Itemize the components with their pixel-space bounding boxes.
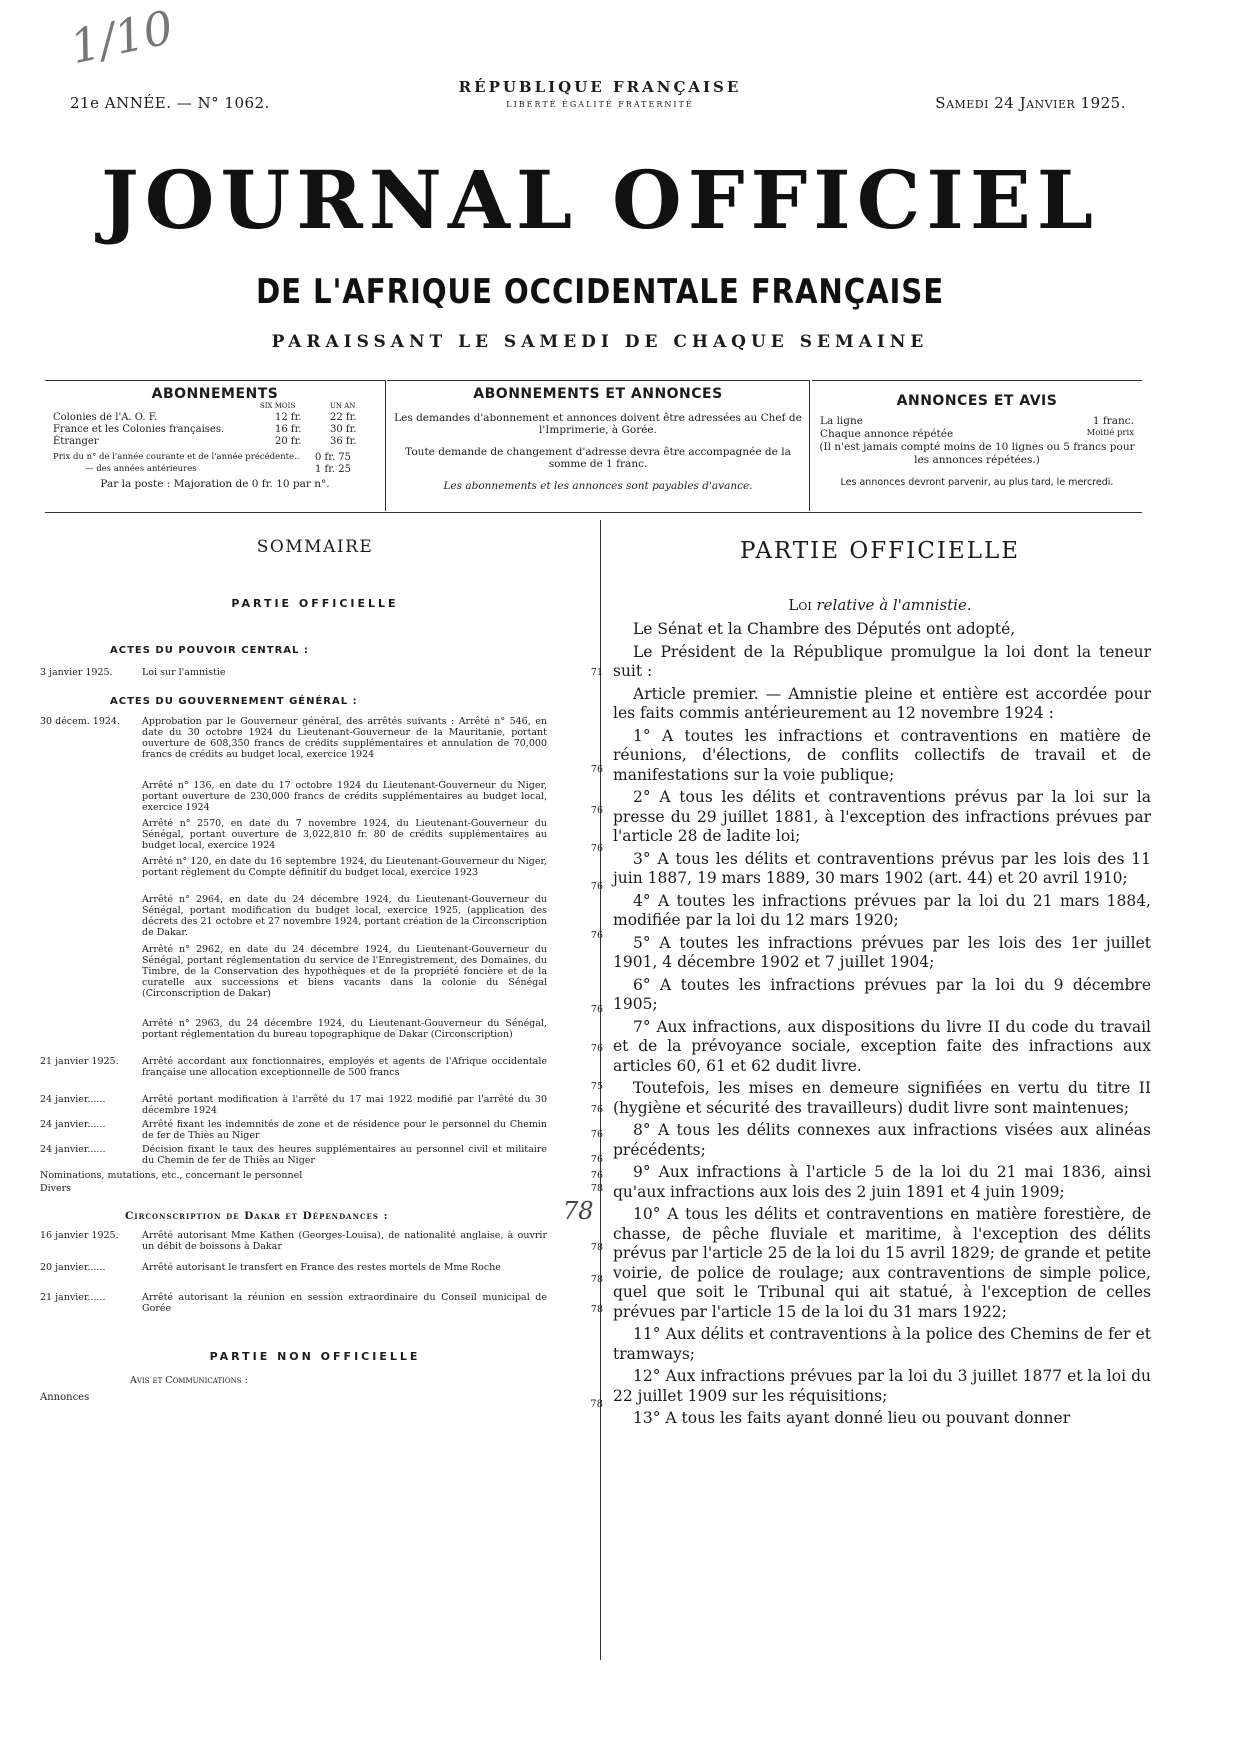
ads-box	[812, 380, 1142, 511]
subs-ads-text2: Toute demande de changement d'adresse devra être accompagnée de la somme de 1 franc.	[405, 446, 791, 470]
ads-deadline: Les annonces devront parvenir, au plus tard, le mercredi.	[840, 477, 1114, 488]
ads-line-label: La ligne	[820, 415, 863, 427]
subscriptions-box	[45, 380, 386, 511]
section-circonscription: Circonscription de Dakar et Dépendances :	[125, 1210, 389, 1222]
ads-repeat-value: Moitié prix	[1086, 428, 1134, 438]
ads-title: ANNONCES ET AVIS	[896, 393, 1058, 409]
law-paragraph: 4° A toutes les infractions prévues par la loi du 21 mars 1884, modifiée par la loi du 12 mars 1920;	[613, 891, 1151, 929]
law-paragraph: 7° Aux infractions, aux dispositions du livre II du code du travail et de la prévoyance sociale, exception faite des infractions aux articles 60, 61 et 62 dudit livre.	[613, 1017, 1151, 1075]
ads-line	[812, 415, 1142, 428]
law-paragraph: 11° Aux délits et contraventions à la police des Chemins de fer et tramways;	[613, 1325, 1151, 1363]
rate-row	[45, 436, 385, 448]
issue-date: Samedi 24 Janvier 1925.	[935, 94, 1126, 112]
rate-year: 22 fr.	[330, 412, 357, 423]
journal-page: 1/10 21e ANNÉE. — N° 1062. RÉPUBLIQUE FRANÇAISE LIBERTÉ ÉGALITÉ FRATERNITÉ Samedi 24 Janvier 1925. JOURNAL OFFICIEL DE L'AFRIQUE OCCIDENTALE FRANÇAISE PARAISSANT LE SAMEDI DE CHAQUE SEMAINE ABONNEMENTS SIX MOIS UN AN Colonies de l'A. O. F. 12 fr. 22 fr. France et les Colonies françaises. 16 fr. 30 fr. Étranger 20 fr. 36 fr. Prix du n° de l'année courante et de l'année précédente.. 0 fr. 75 — des années antérieures 1 fr. 25 Par la poste : Majoration de 0 fr. 10 par n°. ABONNEMENTS ET ANNONCES Les demandes d'abonnement et annonces doivent être adressées au Chef de l'Imprimerie, à Gorée. Toute demande de changement d'adresse devra être accompagnée de la somme de 1 franc. Les abonnements et les annonces sont payables d'avance. ANNONCES ET AVIS La ligne 1 franc. Chaque annonce répétée Moitié prix (Il n'est jamais compté moins de 10 lignes ou 5 francs pour les annonces répétées.) Les annonces devront parvenir, au plus tard, le mercredi. SOMMAIRE PARTIE OFFICIELLE ACTES DU POUVOIR CENTRAL : 3 janvier 1925. Loi sur l'amnistie 71 ACTES DU GOUVERNEMENT GÉNÉRAL : 30 décem. 1924. Approbation par le Gouverneur général, des arrêtés suivants : Arrêté n° 546, en date du 30 octobre 1924 du Lieutenant-Gouverneur de la Mauritanie, portant ouverture de 608,350 francs de crédits supplémentaires et annulation de 70,000 francs de crédits au budget local, exercice 1924 76 Arrêté n° 136, en date du 17 octobre 1924 du Lieutenant-Gouverneur du Niger, portant ouverture de 230,000 francs de crédits supplémentaires au budget local, exercice 1924 76 Arrêté n° 2570, en date du 7 novembre 1924, du Lieutenant-Gouverneur du Sénégal, portant ouverture de 3,022,810 fr. 80 de crédits supplémentaires au budget local, exercice 1924 76 Arrêté n° 120, en date du 16 septembre 1924, du Lieutenant-Gouverneur du Niger, portant règlement du Compte définitif du budget local, exercice 1923 76 Arrêté n° 2964, en date du 24 décembre 1924, du Lieutenant-Gouverneur du Sénégal, portant modification du budget local, exercice 1925, (application des décrets des 21 octobre et 27 novembre 1924, portant création de la Circonscription de Dakar. 76 Arrêté n° 2962, en date du 24 décembre 1924, du Lieutenant-Gouverneur du Sénégal, portant réglementation du service de l'Enregistrement, des Domaines, du Timbre, de la Conservation des hypothèques et de la propriété foncière et de la curatelle aux successions et biens vacants dans la colonie du Sénégal (Circonscription de Dakar) 76 Arrêté n° 2963, du 24 décembre 1924, du Lieutenant-Gouverneur du Sénégal, portant réglementation du bureau topographique de Dakar (Circonscription) 76 21 janvier 1925. Arrêté accordant aux fonctionnaires, employés et agents de l'Afrique occidentale française une allocation exceptionnelle de 500 francs 75 24 janvier...... Arrêté portant modification à l'arrêté du 17 mai 1922 modifié par l'arrêté du 30 décembre 1924 76 24 janvier...... Arrêté fixant les indemnités de zone et de résidence pour le personnel du Chemin de fer de Thiès au Niger 76 24 janvier...... Décision fixant le taux des heures supplémentaires au personnel civil et militaire du Chemin de fer de Thiès au Niger 76 Nominations, mutations, etc., concernant le personnel 76 Divers 78 78 Circonscription de Dakar et Dépendances : 16 janvier 1925. Arrêté autorisant Mme Kathen (Georges-Louisa), de nationalité anglaise, à ouvrir un débit de boissons à Dakar 78 20 janvier...... Arrêté autorisant le transfert en France des restes mortels de Mme Roche 78 21 janvier...... Arrêté autorisant la réunion en session extraordinaire du Conseil municipal de Gorée 78 PARTIE NON OFFICIELLE Avis et Communications : Annonces 78 PARTIE OFFICIELLE Loi relative à l'amnistie. Le Sénat et la Chambre des Députés ont adopté, Le Président de la République promulgue la loi dont la teneur suit : Article premier. — Amnistie pleine et entière est accordée pour les faits commis antérieurement au 12 novembre 1924 : 1° A toutes les infractions et contraventions en matière de réunions, d'élections, de conflits collectifs de travail et de manifestations sur la voie publique; 2° A tous les délits et contraventions prévus par la loi sur la presse du 29 juillet 1881, à l'exception des infractions prévues par l'article 28 de ladite loi; 3° A tous les délits et contraventions prévus par les lois des 11 juin 1887, 19 mars 1889, 30 mars 1902 (art. 44) et 20 avril 1910; 4° A toutes les infractions prévues par la loi du 21 mars 1884, modifiée par la loi du 12 mars 1920; 5° A toutes les infractions prévues par les lois des 1er juillet 1901, 4 décembre 1902 et 7 juillet 1904; 6° A toutes les infractions prévues par la loi du 9 décembre 1905; 7° Aux infractions, aux dispositions du livre II du code du travail et de la prévoyance sociale, exception faite des infractions aux articles 60, 61 et 62 dudit livre. Toutefois, les mises en demeure signifiées en vertu du titre II (hygiène et sécurité des travailleurs) dudit livre sont maintenues; 8° A tous les délits connexes aux infractions visées aux alinéas précédents; 9° Aux infractions à l'article 5 de la loi du 21 mai 1836, ainsi qu'aux infractions aux lois des 2 juin 1891 et 4 juin 1909; 10° A tous les délits et contraventions en matière forestière, de chasse, de pêche fluviale et maritime, à l'exception des délits prévus par l'article 25 de la loi du 15 avril 1829; de grande et petite voirie, de police de roulage; aux contraventions de simple police, quel que soit le Tribunal qui ait statué, à l'exception de celles prévues par l'article 15 de la loi du 31 mars 1922; 11° Aux délits et contraventions à la police des Chemins de fer et tramways; 12° Aux infractions prévues par la loi du 3 juillet 1877 et la loi du 22 juillet 1909 sur les réquisitions; 13° A tous les faits ayant donné lieu ou pouvant donner	[0, 0, 1233, 1740]
rate-label: France et les Colonies françaises.	[53, 424, 225, 435]
subs-ads-text3: Les abonnements et les annonces sont payables d'avance.	[443, 480, 753, 492]
price-value: 0 fr. 75	[315, 452, 352, 463]
price-label: Prix du n° de l'année courante et de l'année précédente..	[53, 452, 300, 462]
loi-prefix: Loi	[788, 596, 812, 614]
partie-officielle-title: PARTIE OFFICIELLE	[739, 538, 1021, 564]
masthead-subtitle: DE L'AFRIQUE OCCIDENTALE FRANÇAISE	[255, 272, 945, 312]
subscriptions-title: ABONNEMENTS	[151, 386, 279, 402]
law-paragraph: 10° A tous les délits et contraventions en matière forestière, de chasse, de pêche fluviale et maritime, à l'exception des délits prévus par l'article 25 de la loi du 15 avril 1829; de grande et petite voirie, de police de roulage; aux contraventions de simple police, quel que soit le Tribunal qui ait statué, à l'exception de celles prévues par l'article 15 de la loi du 31 mars 1922;	[613, 1205, 1151, 1321]
ads-repeat-label: Chaque annonce répétée	[820, 428, 954, 440]
annonces-page: 78	[590, 1399, 603, 1410]
sommaire-partie-non-officielle: PARTIE NON OFFICIELLE	[209, 1350, 421, 1363]
handwritten-note: 78	[563, 1197, 594, 1225]
law-paragraph: 2° A tous les délits et contraventions prévus par la loi sur la presse du 29 juillet 1881, à l'exception des infractions prévues par l'article 28 de ladite loi;	[613, 788, 1151, 845]
rate-year: 36 fr.	[330, 436, 357, 447]
law-paragraph: Le Président de la République promulgue la loi dont la teneur suit :	[613, 642, 1151, 680]
law-paragraph: Article premier. — Amnistie pleine et entière est accordée pour les faits commis antérieurement au 12 novembre 1924 :	[613, 684, 1151, 722]
handwritten-mark: 1/10	[65, 0, 178, 75]
law-paragraph: 5° A toutes les infractions prévues par les lois des 1er juillet 1901, 4 décembre 1902 et 7 juillet 1904;	[613, 933, 1151, 971]
price-row	[45, 464, 385, 476]
header-rule	[45, 512, 1142, 513]
header-top	[60, 78, 1140, 118]
col-six-months: SIX MOIS	[260, 402, 296, 410]
law-paragraph: 8° A tous les délits connexes aux infractions visées aux alinéas précédents;	[613, 1121, 1151, 1159]
rate-label: Étranger	[53, 436, 99, 447]
motto: LIBERTÉ ÉGALITÉ FRATERNITÉ	[506, 100, 694, 109]
law-paragraph: Le Sénat et la Chambre des Députés ont adopté,	[633, 620, 1016, 638]
law-paragraph: 13° A tous les faits ayant donné lieu ou pouvant donner	[633, 1409, 1071, 1427]
price-label: — des années antérieures	[85, 464, 197, 474]
list-item: 30 décem. 1924. Approbation par le Gouverneur général, des arrêtés suivants : Arrêté n° 546, en date du 30 octobre 1924 du Lieutenant-Gouverneur de la Mauritanie, portant ouverture de 608,350 francs de crédits supplémentaires et annulation de 70,000 francs de crédits au budget local, exercice 1924 76	[40, 716, 603, 775]
law-paragraph: 3° A tous les délits et contraventions prévus par les lois des 11 juin 1887, 19 mars 1889, 30 mars 1902 (art. 44) et 20 avril 1910;	[613, 849, 1151, 887]
law-paragraph: 1° A toutes les infractions et contraventions en matière de réunions, d'élections, de conflits collectifs de travail et de manifestations sur la voie publique;	[613, 726, 1151, 784]
rate-row	[45, 412, 385, 424]
issue-number: 21e ANNÉE. — N° 1062.	[70, 94, 270, 112]
sommaire-title: SOMMAIRE	[256, 537, 374, 557]
rate-year: 30 fr.	[330, 424, 357, 435]
ads-repeat	[812, 428, 1142, 441]
subs-ads-title: ABONNEMENTS ET ANNONCES	[473, 386, 723, 402]
rate-six: 16 fr.	[275, 424, 302, 435]
loi-subject: relative à l'amnistie.	[816, 596, 972, 614]
subs-ads-text1: Les demandes d'abonnement et annonces doivent être adressées au Chef de l'Imprimerie, à Gorée.	[394, 412, 802, 436]
ads-note: (Il n'est jamais compté moins de 10 lignes ou 5 francs pour les annonces répétées.)	[819, 441, 1135, 466]
section-pouvoir-central: ACTES DU POUVOIR CENTRAL :	[110, 645, 309, 656]
price-value: 1 fr. 25	[315, 464, 352, 475]
col-one-year: UN AN	[330, 402, 356, 410]
loi-title	[610, 596, 1150, 614]
price-row	[45, 452, 385, 464]
rate-label: Colonies de l'A. O. F.	[53, 412, 158, 423]
subs-ads-box	[387, 380, 810, 511]
law-paragraph: 9° Aux infractions à l'article 5 de la loi du 21 mai 1836, ainsi qu'aux infractions aux lois des 2 juin 1891 et 4 juin 1909;	[613, 1163, 1151, 1201]
rate-row	[45, 424, 385, 436]
annonces-label: Annonces	[40, 1392, 90, 1403]
rate-six: 12 fr.	[275, 412, 302, 423]
sommaire-annonces	[40, 1392, 603, 1410]
law-paragraph: 12° Aux infractions prévues par la loi du 3 juillet 1877 et la loi du 22 juillet 1909 sur les réquisitions;	[613, 1367, 1151, 1405]
law-body	[613, 620, 1151, 1432]
ads-line-value: 1 franc.	[1092, 415, 1134, 427]
masthead-title: JOURNAL OFFICIEL	[100, 153, 1100, 247]
rate-six: 20 fr.	[275, 436, 302, 447]
sommaire-avis: Avis et Communications :	[130, 1375, 248, 1386]
sommaire-partie-officielle: PARTIE OFFICIELLE	[231, 597, 399, 610]
section-gouvernement-general: ACTES DU GOUVERNEMENT GÉNÉRAL :	[110, 696, 358, 707]
postal-note: Par la poste : Majoration de 0 fr. 10 par n°.	[100, 478, 330, 490]
law-paragraph: Toutefois, les mises en demeure signifiées en vertu du titre II (hygiène et sécurité des travailleurs) dudit livre sont maintenues;	[613, 1079, 1151, 1117]
masthead-tagline: PARAISSANT LE SAMEDI DE CHAQUE SEMAINE	[271, 332, 929, 352]
law-paragraph: 6° A toutes les infractions prévues par la loi du 9 décembre 1905;	[613, 975, 1151, 1013]
republic-label: RÉPUBLIQUE FRANÇAISE	[458, 78, 742, 96]
